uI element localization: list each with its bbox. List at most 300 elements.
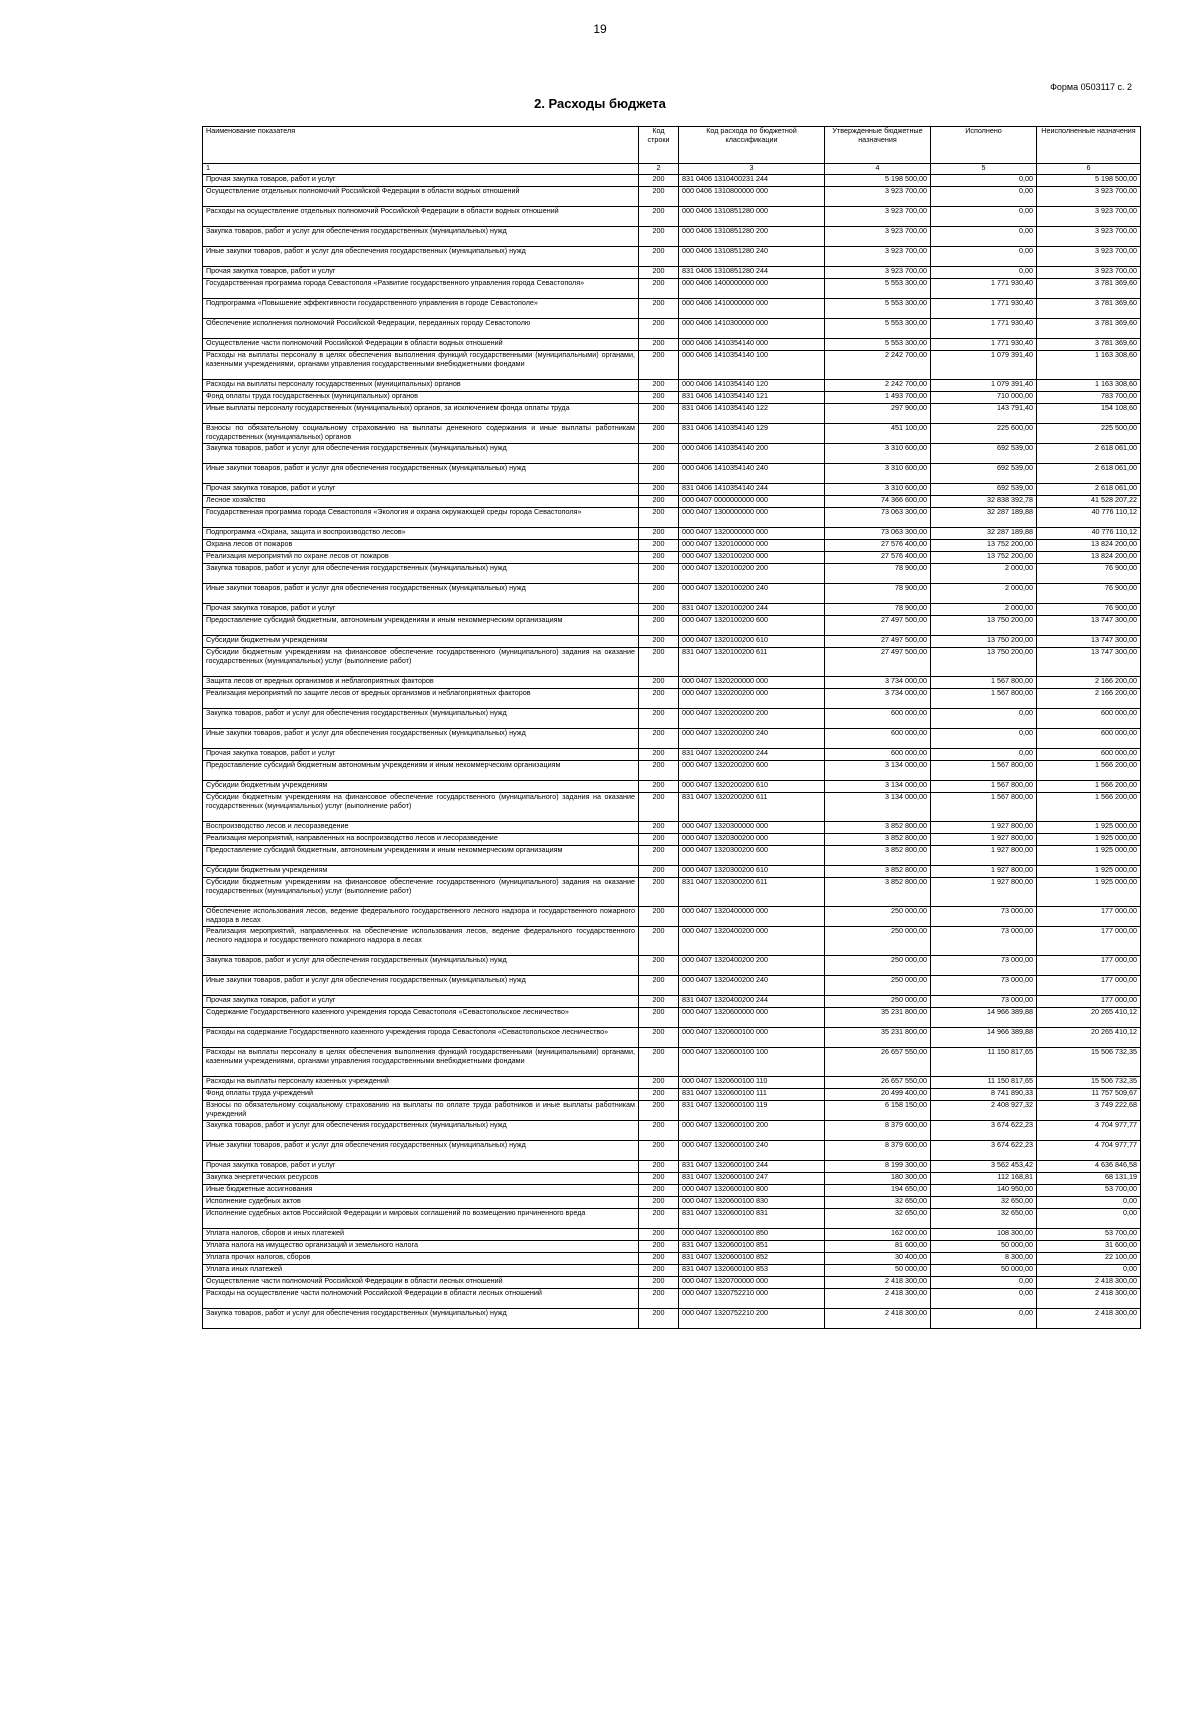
row-budget-code: 000 0407 1320600100 830	[679, 1197, 825, 1209]
table-row	[203, 1048, 1141, 1077]
table-row	[203, 677, 1141, 689]
row-budget-code: 000 0406 1400000000 000	[679, 279, 825, 299]
table-row	[203, 1241, 1141, 1253]
row-unexecuted-amount: 1 925 000,00	[1037, 846, 1141, 866]
column-header-unexecuted: Неисполненные назначения	[1037, 127, 1141, 164]
row-approved-amount: 3 923 700,00	[825, 227, 931, 247]
table-row	[203, 1265, 1141, 1277]
row-unexecuted-amount: 177 000,00	[1037, 956, 1141, 976]
row-name: Закупка товаров, работ и услуг для обеспечения государственных (муниципальных) нужд	[203, 564, 639, 584]
table-row	[203, 1161, 1141, 1173]
row-budget-code: 831 0407 1320600100 111	[679, 1089, 825, 1101]
row-approved-amount: 27 497 500,00	[825, 616, 931, 636]
row-unexecuted-amount: 15 506 732,35	[1037, 1077, 1141, 1089]
row-executed-amount: 73 000,00	[931, 907, 1037, 927]
row-executed-amount: 13 752 200,00	[931, 540, 1037, 552]
row-unexecuted-amount: 20 265 410,12	[1037, 1008, 1141, 1028]
row-name: Осуществление части полномочий Российской Федерации в области водных отношений	[203, 339, 639, 351]
row-approved-amount: 451 100,00	[825, 424, 931, 444]
row-unexecuted-amount: 3 923 700,00	[1037, 227, 1141, 247]
row-line-code: 200	[639, 927, 679, 956]
row-budget-code: 000 0407 1320100200 610	[679, 636, 825, 648]
row-name: Расходы на осуществление отдельных полномочий Российской Федерации в области водных отношений	[203, 207, 639, 227]
row-name: Предоставление субсидий бюджетным, автономным учреждениям и иным некоммерческим организациям	[203, 616, 639, 636]
row-executed-amount: 1 567 800,00	[931, 793, 1037, 822]
row-line-code: 200	[639, 1008, 679, 1028]
column-number: 2	[639, 164, 679, 175]
row-unexecuted-amount: 40 776 110,12	[1037, 528, 1141, 540]
row-budget-code: 000 0407 1320200200 610	[679, 781, 825, 793]
row-unexecuted-amount: 0,00	[1037, 1209, 1141, 1229]
row-approved-amount: 600 000,00	[825, 729, 931, 749]
table-row	[203, 834, 1141, 846]
row-budget-code: 000 0407 1320752210 000	[679, 1289, 825, 1309]
row-executed-amount: 140 950,00	[931, 1185, 1037, 1197]
row-line-code: 200	[639, 793, 679, 822]
column-number: 4	[825, 164, 931, 175]
row-budget-code: 000 0407 1320600100 110	[679, 1077, 825, 1089]
row-line-code: 200	[639, 380, 679, 392]
row-approved-amount: 250 000,00	[825, 956, 931, 976]
row-executed-amount: 1 927 800,00	[931, 834, 1037, 846]
row-name: Субсидии бюджетным учреждениям на финансовое обеспечение государственного (муниципального) задания на оказание государственных (муниципальных) услуг (выполнение работ)	[203, 878, 639, 907]
row-approved-amount: 78 900,00	[825, 604, 931, 616]
row-executed-amount: 50 000,00	[931, 1265, 1037, 1277]
row-line-code: 200	[639, 834, 679, 846]
row-executed-amount: 1 771 930,40	[931, 299, 1037, 319]
row-line-code: 200	[639, 689, 679, 709]
row-unexecuted-amount: 13 747 300,00	[1037, 616, 1141, 636]
row-unexecuted-amount: 2 618 061,00	[1037, 444, 1141, 464]
row-name: Обеспечение исполнения полномочий Российской Федерации, переданных городу Севастополю	[203, 319, 639, 339]
table-row	[203, 1253, 1141, 1265]
row-executed-amount: 0,00	[931, 207, 1037, 227]
row-unexecuted-amount: 20 265 410,12	[1037, 1028, 1141, 1048]
row-line-code: 200	[639, 424, 679, 444]
row-approved-amount: 6 158 150,00	[825, 1101, 931, 1121]
row-unexecuted-amount: 11 757 509,67	[1037, 1089, 1141, 1101]
column-numbers-row	[203, 164, 1141, 175]
row-line-code: 200	[639, 878, 679, 907]
row-line-code: 200	[639, 604, 679, 616]
row-line-code: 200	[639, 564, 679, 584]
row-name: Фонд оплаты труда государственных (муниципальных) органов	[203, 392, 639, 404]
row-unexecuted-amount: 1 925 000,00	[1037, 866, 1141, 878]
row-line-code: 200	[639, 846, 679, 866]
row-name: Иные закупки товаров, работ и услуг для обеспечения государственных (муниципальных) нужд	[203, 247, 639, 267]
row-unexecuted-amount: 4 704 977,77	[1037, 1141, 1141, 1161]
table-row	[203, 846, 1141, 866]
row-unexecuted-amount: 154 108,60	[1037, 404, 1141, 424]
row-approved-amount: 3 852 800,00	[825, 822, 931, 834]
row-line-code: 200	[639, 319, 679, 339]
row-budget-code: 000 0407 1320300200 600	[679, 846, 825, 866]
row-line-code: 200	[639, 709, 679, 729]
row-unexecuted-amount: 53 700,00	[1037, 1185, 1141, 1197]
row-approved-amount: 250 000,00	[825, 996, 931, 1008]
row-name: Защита лесов от вредных организмов и неблагоприятных факторов	[203, 677, 639, 689]
table-row	[203, 207, 1141, 227]
row-executed-amount: 692 539,00	[931, 444, 1037, 464]
row-approved-amount: 3 923 700,00	[825, 207, 931, 227]
row-line-code: 200	[639, 392, 679, 404]
row-budget-code: 000 0407 1320600100 000	[679, 1028, 825, 1048]
row-executed-amount: 14 966 389,88	[931, 1028, 1037, 1048]
table-row	[203, 1141, 1141, 1161]
row-name: Уплата налогов, сборов и иных платежей	[203, 1229, 639, 1241]
row-executed-amount: 11 150 817,65	[931, 1077, 1037, 1089]
row-unexecuted-amount: 783 700,00	[1037, 392, 1141, 404]
row-executed-amount: 73 000,00	[931, 927, 1037, 956]
row-approved-amount: 74 366 600,00	[825, 496, 931, 508]
row-name: Реализация мероприятий, направленных на воспроизводство лесов и лесоразведение	[203, 834, 639, 846]
row-unexecuted-amount: 2 618 061,00	[1037, 484, 1141, 496]
table-row	[203, 175, 1141, 187]
row-budget-code: 000 0407 1320600100 100	[679, 1048, 825, 1077]
table-row	[203, 444, 1141, 464]
row-budget-code: 000 0407 1320100200 600	[679, 616, 825, 636]
table-row	[203, 484, 1141, 496]
row-budget-code: 831 0407 1320600100 247	[679, 1173, 825, 1185]
table-row	[203, 279, 1141, 299]
row-executed-amount: 0,00	[931, 1289, 1037, 1309]
table-row	[203, 793, 1141, 822]
row-unexecuted-amount: 40 776 110,12	[1037, 508, 1141, 528]
row-unexecuted-amount: 76 900,00	[1037, 584, 1141, 604]
row-unexecuted-amount: 4 636 846,58	[1037, 1161, 1141, 1173]
row-line-code: 200	[639, 227, 679, 247]
row-budget-code: 831 0407 1320600100 852	[679, 1253, 825, 1265]
row-executed-amount: 1 927 800,00	[931, 822, 1037, 834]
row-name: Осуществление части полномочий Российской Федерации в области лесных отношений	[203, 1277, 639, 1289]
row-approved-amount: 3 734 000,00	[825, 689, 931, 709]
table-row	[203, 1089, 1141, 1101]
row-executed-amount: 3 562 453,42	[931, 1161, 1037, 1173]
table-row	[203, 956, 1141, 976]
row-line-code: 200	[639, 464, 679, 484]
table-row	[203, 976, 1141, 996]
row-name: Исполнение судебных актов	[203, 1197, 639, 1209]
row-executed-amount: 14 966 389,88	[931, 1008, 1037, 1028]
row-budget-code: 831 0407 1320600100 244	[679, 1161, 825, 1173]
row-approved-amount: 78 900,00	[825, 584, 931, 604]
row-name: Воспроизводство лесов и лесоразведение	[203, 822, 639, 834]
table-row	[203, 1289, 1141, 1309]
row-approved-amount: 1 493 700,00	[825, 392, 931, 404]
row-line-code: 200	[639, 508, 679, 528]
row-approved-amount: 35 231 800,00	[825, 1028, 931, 1048]
row-executed-amount: 0,00	[931, 1309, 1037, 1329]
row-approved-amount: 81 600,00	[825, 1241, 931, 1253]
row-approved-amount: 3 734 000,00	[825, 677, 931, 689]
row-line-code: 200	[639, 761, 679, 781]
row-line-code: 200	[639, 636, 679, 648]
table-row	[203, 496, 1141, 508]
row-name: Расходы на осуществление части полномочий Российской Федерации в области лесных отношений	[203, 1289, 639, 1309]
row-executed-amount: 108 300,00	[931, 1229, 1037, 1241]
row-line-code: 200	[639, 1289, 679, 1309]
row-unexecuted-amount: 3 923 700,00	[1037, 247, 1141, 267]
row-budget-code: 000 0407 1320600100 200	[679, 1121, 825, 1141]
row-executed-amount: 13 750 200,00	[931, 636, 1037, 648]
table-row	[203, 616, 1141, 636]
row-budget-code: 000 0406 1410300000 000	[679, 319, 825, 339]
row-name: Государственная программа города Севастополя «Развитие государственного управления города Севастополя»	[203, 279, 639, 299]
row-line-code: 200	[639, 1253, 679, 1265]
row-budget-code: 000 0407 1320600100 240	[679, 1141, 825, 1161]
row-line-code: 200	[639, 187, 679, 207]
row-budget-code: 000 0407 1320400200 240	[679, 976, 825, 996]
row-executed-amount: 0,00	[931, 247, 1037, 267]
row-executed-amount: 32 287 189,88	[931, 528, 1037, 540]
row-name: Расходы на выплаты персоналу государственных (муниципальных) органов	[203, 380, 639, 392]
row-approved-amount: 32 650,00	[825, 1209, 931, 1229]
row-name: Иные закупки товаров, работ и услуг для обеспечения государственных (муниципальных) нужд	[203, 729, 639, 749]
table-row	[203, 584, 1141, 604]
row-approved-amount: 32 650,00	[825, 1197, 931, 1209]
row-name: Предоставление субсидий бюджетным, автономным учреждениям и иным некоммерческим организациям	[203, 846, 639, 866]
row-line-code: 200	[639, 866, 679, 878]
row-budget-code: 831 0407 1320100200 611	[679, 648, 825, 677]
row-executed-amount: 112 168,81	[931, 1173, 1037, 1185]
row-budget-code: 000 0407 1320700000 000	[679, 1277, 825, 1289]
row-name: Обеспечение использования лесов, ведение федерального государственного лесного надзора и государственного пожарного надзора в лесах	[203, 907, 639, 927]
row-executed-amount: 1 927 800,00	[931, 846, 1037, 866]
table-row	[203, 866, 1141, 878]
row-budget-code: 000 0407 1300000000 000	[679, 508, 825, 528]
row-executed-amount: 1 567 800,00	[931, 689, 1037, 709]
row-name: Прочая закупка товаров, работ и услуг	[203, 604, 639, 616]
row-line-code: 200	[639, 1229, 679, 1241]
row-line-code: 200	[639, 1173, 679, 1185]
row-approved-amount: 2 242 700,00	[825, 380, 931, 392]
row-name: Субсидии бюджетным учреждениям	[203, 636, 639, 648]
column-number: 5	[931, 164, 1037, 175]
row-name: Содержание Государственного казенного учреждения города Севастополя «Севастопольское лесничество»	[203, 1008, 639, 1028]
row-name: Уплата налога на имущество организаций и земельного налога	[203, 1241, 639, 1253]
row-approved-amount: 26 657 550,00	[825, 1077, 931, 1089]
row-name: Прочая закупка товаров, работ и услуг	[203, 1161, 639, 1173]
row-approved-amount: 600 000,00	[825, 709, 931, 729]
row-line-code: 200	[639, 175, 679, 187]
row-line-code: 200	[639, 496, 679, 508]
row-approved-amount: 3 852 800,00	[825, 878, 931, 907]
row-budget-code: 000 0407 1320100200 240	[679, 584, 825, 604]
row-line-code: 200	[639, 484, 679, 496]
row-executed-amount: 32 838 392,78	[931, 496, 1037, 508]
table-row	[203, 552, 1141, 564]
row-budget-code: 000 0406 1410354140 000	[679, 339, 825, 351]
row-approved-amount: 194 650,00	[825, 1185, 931, 1197]
table-row	[203, 564, 1141, 584]
row-executed-amount: 32 287 189,88	[931, 508, 1037, 528]
row-approved-amount: 3 134 000,00	[825, 761, 931, 781]
row-unexecuted-amount: 3 923 700,00	[1037, 207, 1141, 227]
row-approved-amount: 5 553 300,00	[825, 319, 931, 339]
row-executed-amount: 1 567 800,00	[931, 677, 1037, 689]
row-name: Реализация мероприятий, направленных на обеспечение использования лесов, ведение федерального государственного лесного надзора и государственного пожарного надзора в лесах	[203, 927, 639, 956]
row-unexecuted-amount: 2 418 300,00	[1037, 1289, 1141, 1309]
row-executed-amount: 8 741 890,33	[931, 1089, 1037, 1101]
row-unexecuted-amount: 3 749 222,68	[1037, 1101, 1141, 1121]
table-row	[203, 709, 1141, 729]
row-name: Субсидии бюджетным учреждениям	[203, 866, 639, 878]
row-unexecuted-amount: 177 000,00	[1037, 907, 1141, 927]
row-name: Закупка товаров, работ и услуг для обеспечения государственных (муниципальных) нужд	[203, 227, 639, 247]
row-line-code: 200	[639, 267, 679, 279]
table-row	[203, 540, 1141, 552]
row-name: Реализация мероприятий по охране лесов от пожаров	[203, 552, 639, 564]
table-row	[203, 1173, 1141, 1185]
row-unexecuted-amount: 1 163 308,60	[1037, 351, 1141, 380]
row-approved-amount: 162 000,00	[825, 1229, 931, 1241]
row-budget-code: 000 0407 1320400200 200	[679, 956, 825, 976]
row-approved-amount: 3 923 700,00	[825, 187, 931, 207]
row-unexecuted-amount: 0,00	[1037, 1197, 1141, 1209]
row-budget-code: 831 0407 1320600100 851	[679, 1241, 825, 1253]
table-row	[203, 339, 1141, 351]
table-row	[203, 464, 1141, 484]
row-unexecuted-amount: 22 100,00	[1037, 1253, 1141, 1265]
row-approved-amount: 3 923 700,00	[825, 267, 931, 279]
row-executed-amount: 3 674 622,23	[931, 1121, 1037, 1141]
table-row	[203, 351, 1141, 380]
row-line-code: 200	[639, 351, 679, 380]
row-budget-code: 000 0407 1320200200 600	[679, 761, 825, 781]
row-approved-amount: 5 553 300,00	[825, 279, 931, 299]
row-unexecuted-amount: 600 000,00	[1037, 749, 1141, 761]
row-approved-amount: 78 900,00	[825, 564, 931, 584]
column-header-approved: Утвержденные бюджетные назначения	[825, 127, 931, 164]
row-name: Расходы на выплаты персоналу казенных учреждений	[203, 1077, 639, 1089]
row-budget-code: 000 0407 0000000000 000	[679, 496, 825, 508]
row-executed-amount: 73 000,00	[931, 976, 1037, 996]
row-name: Прочая закупка товаров, работ и услуг	[203, 996, 639, 1008]
row-approved-amount: 3 310 600,00	[825, 464, 931, 484]
table-row	[203, 1121, 1141, 1141]
row-budget-code: 831 0407 1320400200 244	[679, 996, 825, 1008]
row-unexecuted-amount: 3 781 369,60	[1037, 319, 1141, 339]
row-executed-amount: 710 000,00	[931, 392, 1037, 404]
row-approved-amount: 27 576 400,00	[825, 552, 931, 564]
row-name: Уплата иных платежей	[203, 1265, 639, 1277]
row-budget-code: 000 0407 1320100200 200	[679, 564, 825, 584]
row-name: Исполнение судебных актов Российской Федерации и мировых соглашений по возмещению причиненного вреда	[203, 1209, 639, 1229]
row-line-code: 200	[639, 207, 679, 227]
row-budget-code: 000 0407 1320600000 000	[679, 1008, 825, 1028]
row-line-code: 200	[639, 444, 679, 464]
row-line-code: 200	[639, 1161, 679, 1173]
row-line-code: 200	[639, 907, 679, 927]
row-executed-amount: 50 000,00	[931, 1241, 1037, 1253]
row-executed-amount: 692 539,00	[931, 464, 1037, 484]
row-name: Охрана лесов от пожаров	[203, 540, 639, 552]
table-row	[203, 1185, 1141, 1197]
row-name: Закупка товаров, работ и услуг для обеспечения государственных (муниципальных) нужд	[203, 956, 639, 976]
row-name: Реализация мероприятий по защите лесов от вредных организмов и неблагоприятных факторов	[203, 689, 639, 709]
row-approved-amount: 5 553 300,00	[825, 299, 931, 319]
row-approved-amount: 8 199 300,00	[825, 1161, 931, 1173]
row-executed-amount: 2 000,00	[931, 564, 1037, 584]
column-number: 6	[1037, 164, 1141, 175]
row-line-code: 200	[639, 528, 679, 540]
row-line-code: 200	[639, 781, 679, 793]
row-executed-amount: 225 600,00	[931, 424, 1037, 444]
table-row	[203, 1077, 1141, 1089]
row-budget-code: 831 0407 1320600100 853	[679, 1265, 825, 1277]
column-header-code: Код расхода по бюджетной классификации	[679, 127, 825, 164]
row-line-code: 200	[639, 404, 679, 424]
row-unexecuted-amount: 1 566 200,00	[1037, 781, 1141, 793]
section-title: 2. Расходы бюджета	[534, 96, 666, 111]
row-line-code: 200	[639, 749, 679, 761]
row-executed-amount: 13 750 200,00	[931, 648, 1037, 677]
row-line-code: 200	[639, 1101, 679, 1121]
row-name: Закупка энергетических ресурсов	[203, 1173, 639, 1185]
table-row	[203, 761, 1141, 781]
row-name: Субсидии бюджетным учреждениям на финансовое обеспечение государственного (муниципального) задания на оказание государственных (муниципальных) услуг (выполнение работ)	[203, 648, 639, 677]
row-approved-amount: 180 300,00	[825, 1173, 931, 1185]
row-budget-code: 000 0406 1310851280 240	[679, 247, 825, 267]
row-budget-code: 000 0407 1320000000 000	[679, 528, 825, 540]
row-unexecuted-amount: 2 418 300,00	[1037, 1277, 1141, 1289]
row-name: Расходы на выплаты персоналу в целях обеспечения выполнения функций государственными (муниципальными) органами, казенными учреждениями, органами управления государственными внебюджетными фондами	[203, 1048, 639, 1077]
row-unexecuted-amount: 41 528 207,22	[1037, 496, 1141, 508]
row-approved-amount: 3 852 800,00	[825, 846, 931, 866]
row-line-code: 200	[639, 1077, 679, 1089]
row-unexecuted-amount: 3 781 369,60	[1037, 339, 1141, 351]
row-unexecuted-amount: 68 131,19	[1037, 1173, 1141, 1185]
table-row	[203, 927, 1141, 956]
table-row	[203, 227, 1141, 247]
row-line-code: 200	[639, 247, 679, 267]
column-header-executed: Исполнено	[931, 127, 1037, 164]
table-row	[203, 1028, 1141, 1048]
row-budget-code: 000 0407 1320600100 850	[679, 1229, 825, 1241]
row-approved-amount: 2 418 300,00	[825, 1289, 931, 1309]
row-executed-amount: 3 674 622,23	[931, 1141, 1037, 1161]
row-unexecuted-amount: 53 700,00	[1037, 1229, 1141, 1241]
row-line-code: 200	[639, 540, 679, 552]
table-row	[203, 636, 1141, 648]
row-line-code: 200	[639, 1185, 679, 1197]
row-name: Иные закупки товаров, работ и услуг для обеспечения государственных (муниципальных) нужд	[203, 976, 639, 996]
table-row	[203, 1101, 1141, 1121]
row-name: Субсидии бюджетным учреждениям	[203, 781, 639, 793]
table-row	[203, 1229, 1141, 1241]
row-approved-amount: 250 000,00	[825, 907, 931, 927]
row-budget-code: 831 0407 1320600100 831	[679, 1209, 825, 1229]
row-budget-code: 000 0407 1320300200 000	[679, 834, 825, 846]
row-executed-amount: 73 000,00	[931, 956, 1037, 976]
row-budget-code: 000 0407 1320400000 000	[679, 907, 825, 927]
row-unexecuted-amount: 2 618 061,00	[1037, 464, 1141, 484]
row-name: Прочая закупка товаров, работ и услуг	[203, 484, 639, 496]
row-executed-amount: 0,00	[931, 227, 1037, 247]
table-row	[203, 1008, 1141, 1028]
row-budget-code: 000 0406 1410354140 240	[679, 464, 825, 484]
row-unexecuted-amount: 76 900,00	[1037, 604, 1141, 616]
row-name: Государственная программа города Севастополя «Экология и охрана окружающей среды города Севастополя»	[203, 508, 639, 528]
row-line-code: 200	[639, 339, 679, 351]
row-unexecuted-amount: 13 824 200,00	[1037, 540, 1141, 552]
row-executed-amount: 1 771 930,40	[931, 339, 1037, 351]
row-unexecuted-amount: 13 824 200,00	[1037, 552, 1141, 564]
row-unexecuted-amount: 76 900,00	[1037, 564, 1141, 584]
row-budget-code: 000 0406 1410354140 100	[679, 351, 825, 380]
column-header-name: Наименование показателя	[203, 127, 639, 164]
row-executed-amount: 1 771 930,40	[931, 279, 1037, 299]
